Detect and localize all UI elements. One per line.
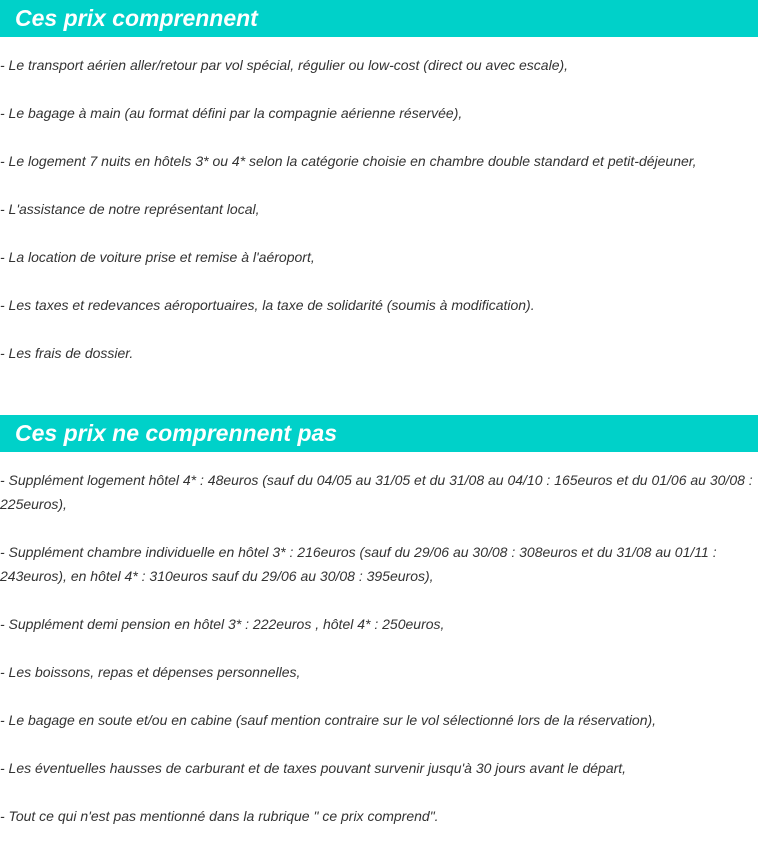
excluded-section-title: Ces prix ne comprennent pas: [0, 415, 758, 452]
included-item-accommodation: - Le logement 7 nuits en hôtels 3* ou 4* selon la catégorie choisie en chambre double standard et petit-déjeuner,: [0, 153, 697, 169]
included-item-car-rental: - La location de voiture prise et remise à l'aéroport,: [0, 249, 315, 265]
included-item-hand-baggage: - Le bagage à main (au format défini par la compagnie aérienne réservée),: [0, 105, 463, 121]
included-section-title: Ces prix comprennent: [0, 0, 758, 37]
excluded-item-hotel-supplement: - Supplément logement hôtel 4* : 48euros (sauf du 04/05 au 31/05 et du 31/08 au 04/10 : 165euros et du 01/06 au 30/08 : 225euros),: [0, 472, 753, 512]
included-item-flight: - Le transport aérien aller/retour par vol spécial, régulier ou low-cost (direct ou avec escale),: [0, 57, 569, 73]
excluded-item-single-room: - Supplément chambre individuelle en hôtel 3* : 216euros (sauf du 29/06 au 30/08 : 308euros et du 31/08 au 01/11 : 243euros), en hôtel 4* : 310euros sauf du 29/06 au 30/08 : 395euros),: [0, 544, 717, 584]
excluded-item-other: - Tout ce qui n'est pas mentionné dans la rubrique " ce prix comprend".: [0, 808, 439, 824]
included-item-assistance: - L'assistance de notre représentant local,: [0, 201, 260, 217]
included-item-fees: - Les frais de dossier.: [0, 345, 134, 361]
included-item-taxes: - Les taxes et redevances aéroportuaires, la taxe de solidarité (soumis à modification).: [0, 297, 535, 313]
excluded-item-fuel-surcharge: - Les éventuelles hausses de carburant et de taxes pouvant survenir jusqu'à 30 jours avant le départ,: [0, 760, 627, 776]
excluded-item-checked-baggage: - Le bagage en soute et/ou en cabine (sauf mention contraire sur le vol sélectionné lors de la réservation),: [0, 712, 657, 728]
excluded-item-personal-expenses: - Les boissons, repas et dépenses personnelles,: [0, 664, 301, 680]
excluded-item-half-board: - Supplément demi pension en hôtel 3* : 222euros , hôtel 4* : 250euros,: [0, 616, 445, 632]
